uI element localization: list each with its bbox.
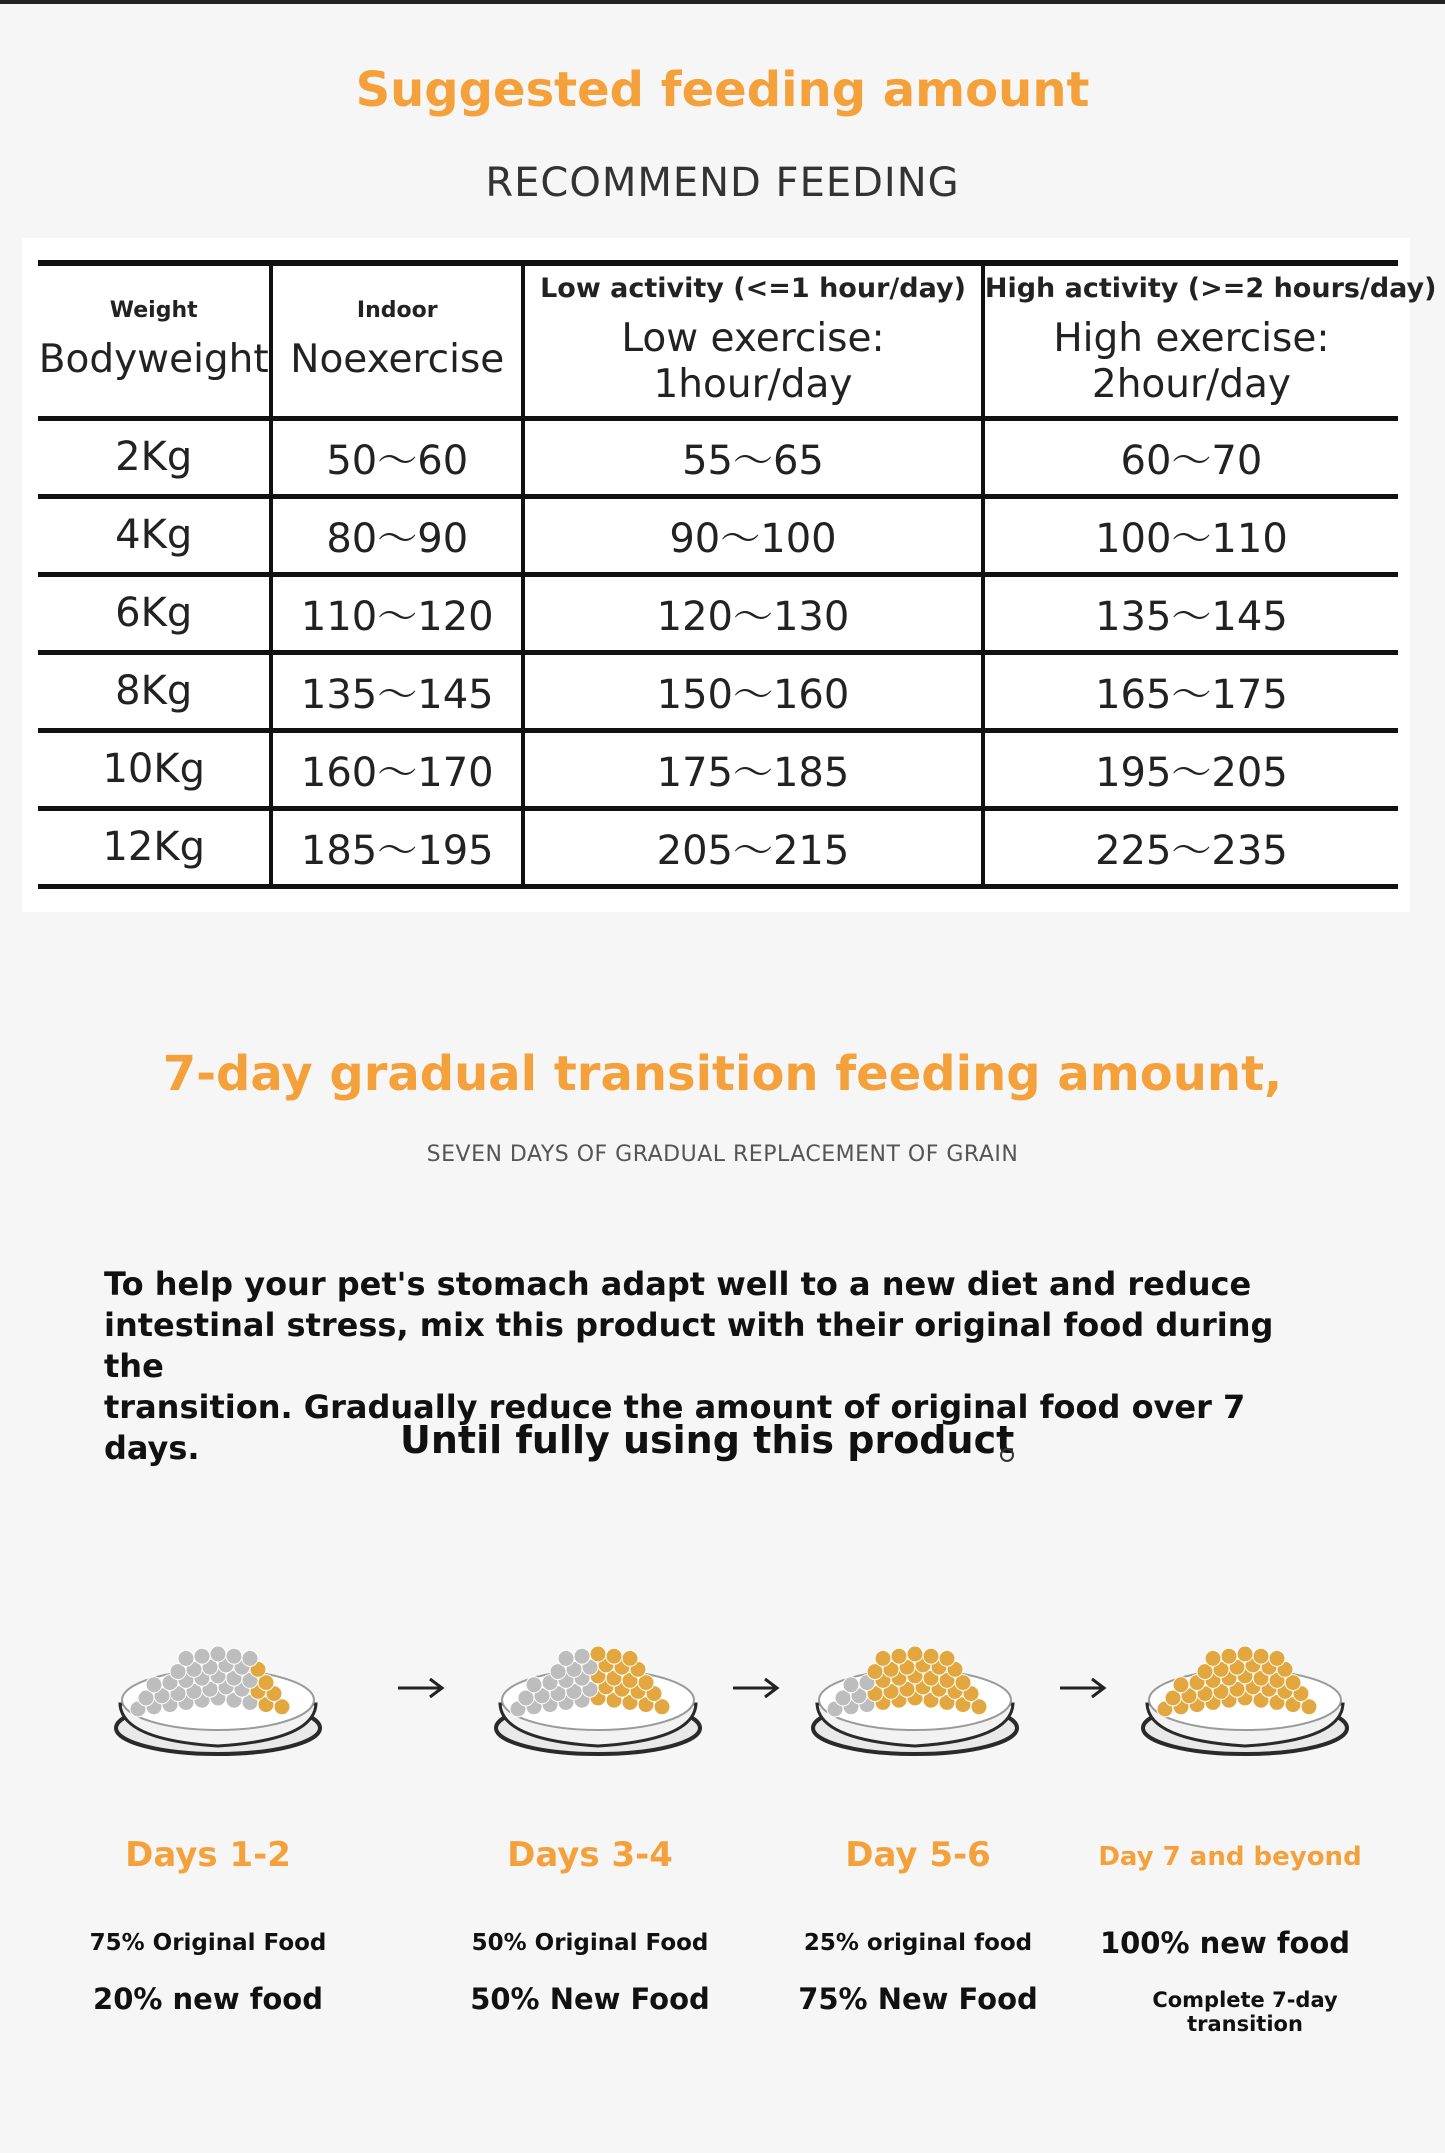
page-subtitle: RECOMMEND FEEDING (485, 160, 960, 206)
step-3-new: 75% New Food (798, 1982, 1038, 2016)
weight-cell: 12Kg (38, 808, 271, 886)
header-low-activity-label: Low activity (<=1 hour/day) (540, 273, 966, 305)
indoor-cell: 185～195 (271, 808, 523, 886)
weight-cell: 2Kg (38, 418, 271, 496)
top-divider (0, 0, 1445, 4)
indoor-cell: 110～120 (271, 574, 523, 652)
table-row (38, 574, 1398, 652)
step-title-2: Days 3-4 (507, 1835, 673, 1875)
step-1-original: 75% Original Food (89, 1930, 327, 1956)
bowl-icon-step-3 (805, 1600, 1025, 1760)
feeding-table-panel (22, 238, 1437, 912)
step-1-new: 20% new food (93, 1982, 323, 2016)
circle-mark-icon (1000, 1448, 1014, 1462)
header-low-activity (523, 263, 983, 418)
low-activity-cell: 175～185 (523, 730, 983, 808)
high-activity-cell: 60～70 (983, 418, 1398, 496)
table-row (38, 808, 1398, 886)
right-arrow-icon (396, 1676, 446, 1700)
feeding-table (38, 260, 1437, 889)
header-high-activity-title: High exercise: (1053, 316, 1330, 362)
indoor-cell: 160～170 (271, 730, 523, 808)
intro-line: To help your pet's stomach adapt well to a new diet and reduce (104, 1265, 1252, 1303)
low-activity-cell: 90～100 (523, 496, 983, 574)
indoor-cell: 50～60 (271, 418, 523, 496)
table-header-row (38, 263, 1398, 418)
low-activity-cell: 120～130 (523, 574, 983, 652)
high-activity-cell: 100～110 (983, 496, 1398, 574)
low-activity-cell: 55～65 (523, 418, 983, 496)
weight-cell: 6Kg (38, 574, 271, 652)
high-activity-cell: 195～205 (983, 730, 1398, 808)
high-activity-cell: 225～235 (983, 808, 1398, 886)
weight-cell: 8Kg (38, 652, 271, 730)
header-high-activity-detail: 2hour/day (1091, 362, 1291, 408)
right-arrow-icon (1058, 1676, 1108, 1700)
step-title-4: Day 7 and beyond (1098, 1842, 1362, 1872)
header-high-activity-label: High activity (>=2 hours/day) (984, 273, 1437, 305)
weight-cell: 10Kg (38, 730, 271, 808)
until-text: Until fully using this product (400, 1418, 1015, 1462)
transition-subtitle: SEVEN DAYS OF GRADUAL REPLACEMENT OF GRAIN (426, 1142, 1019, 1167)
table-row (38, 496, 1398, 574)
indoor-cell: 80～90 (271, 496, 523, 574)
step-4-complete: Complete 7-day transition (1152, 1988, 1338, 2036)
high-activity-cell: 165～175 (983, 652, 1398, 730)
header-low-activity-detail: 1hour/day (653, 362, 853, 408)
low-activity-cell: 150～160 (523, 652, 983, 730)
intro-line: transition. Gradually reduce the amount of original food over 7 days. (104, 1388, 1246, 1467)
header-indoor (271, 263, 523, 418)
bowl-icon-step-4 (1135, 1600, 1355, 1760)
table-row (38, 730, 1398, 808)
header-weight-label: Weight (109, 298, 198, 324)
page-title: Suggested feeding amount (355, 62, 1090, 118)
step-3-original: 25% original food (803, 1930, 1033, 1956)
header-indoor-title: Noexercise (290, 337, 505, 383)
step-2-new: 50% New Food (470, 1982, 710, 2016)
high-activity-cell: 135～145 (983, 574, 1398, 652)
bowl-icon-step-2 (488, 1600, 708, 1760)
header-low-activity-title: Low exercise: (621, 316, 885, 362)
weight-cell: 4Kg (38, 496, 271, 574)
step-title-3: Day 5-6 (845, 1835, 991, 1875)
table-row (38, 652, 1398, 730)
indoor-cell: 135～145 (271, 652, 523, 730)
step-4-new: 100% new food (1099, 1926, 1351, 1960)
low-activity-cell: 205～215 (523, 808, 983, 886)
intro-line: intestinal stress, mix this product with their original food during the (104, 1306, 1274, 1385)
step-2-original: 50% Original Food (471, 1930, 709, 1956)
header-indoor-label: Indoor (356, 298, 438, 324)
bowl-icon-step-1 (108, 1600, 328, 1760)
step-title-1: Days 1-2 (125, 1835, 291, 1875)
header-weight (38, 263, 271, 418)
header-high-activity (983, 263, 1437, 418)
right-arrow-icon (731, 1676, 781, 1700)
transition-title: 7-day gradual transition feeding amount, (162, 1046, 1283, 1102)
table-row (38, 418, 1398, 496)
header-weight-title: Bodyweight (38, 337, 269, 383)
